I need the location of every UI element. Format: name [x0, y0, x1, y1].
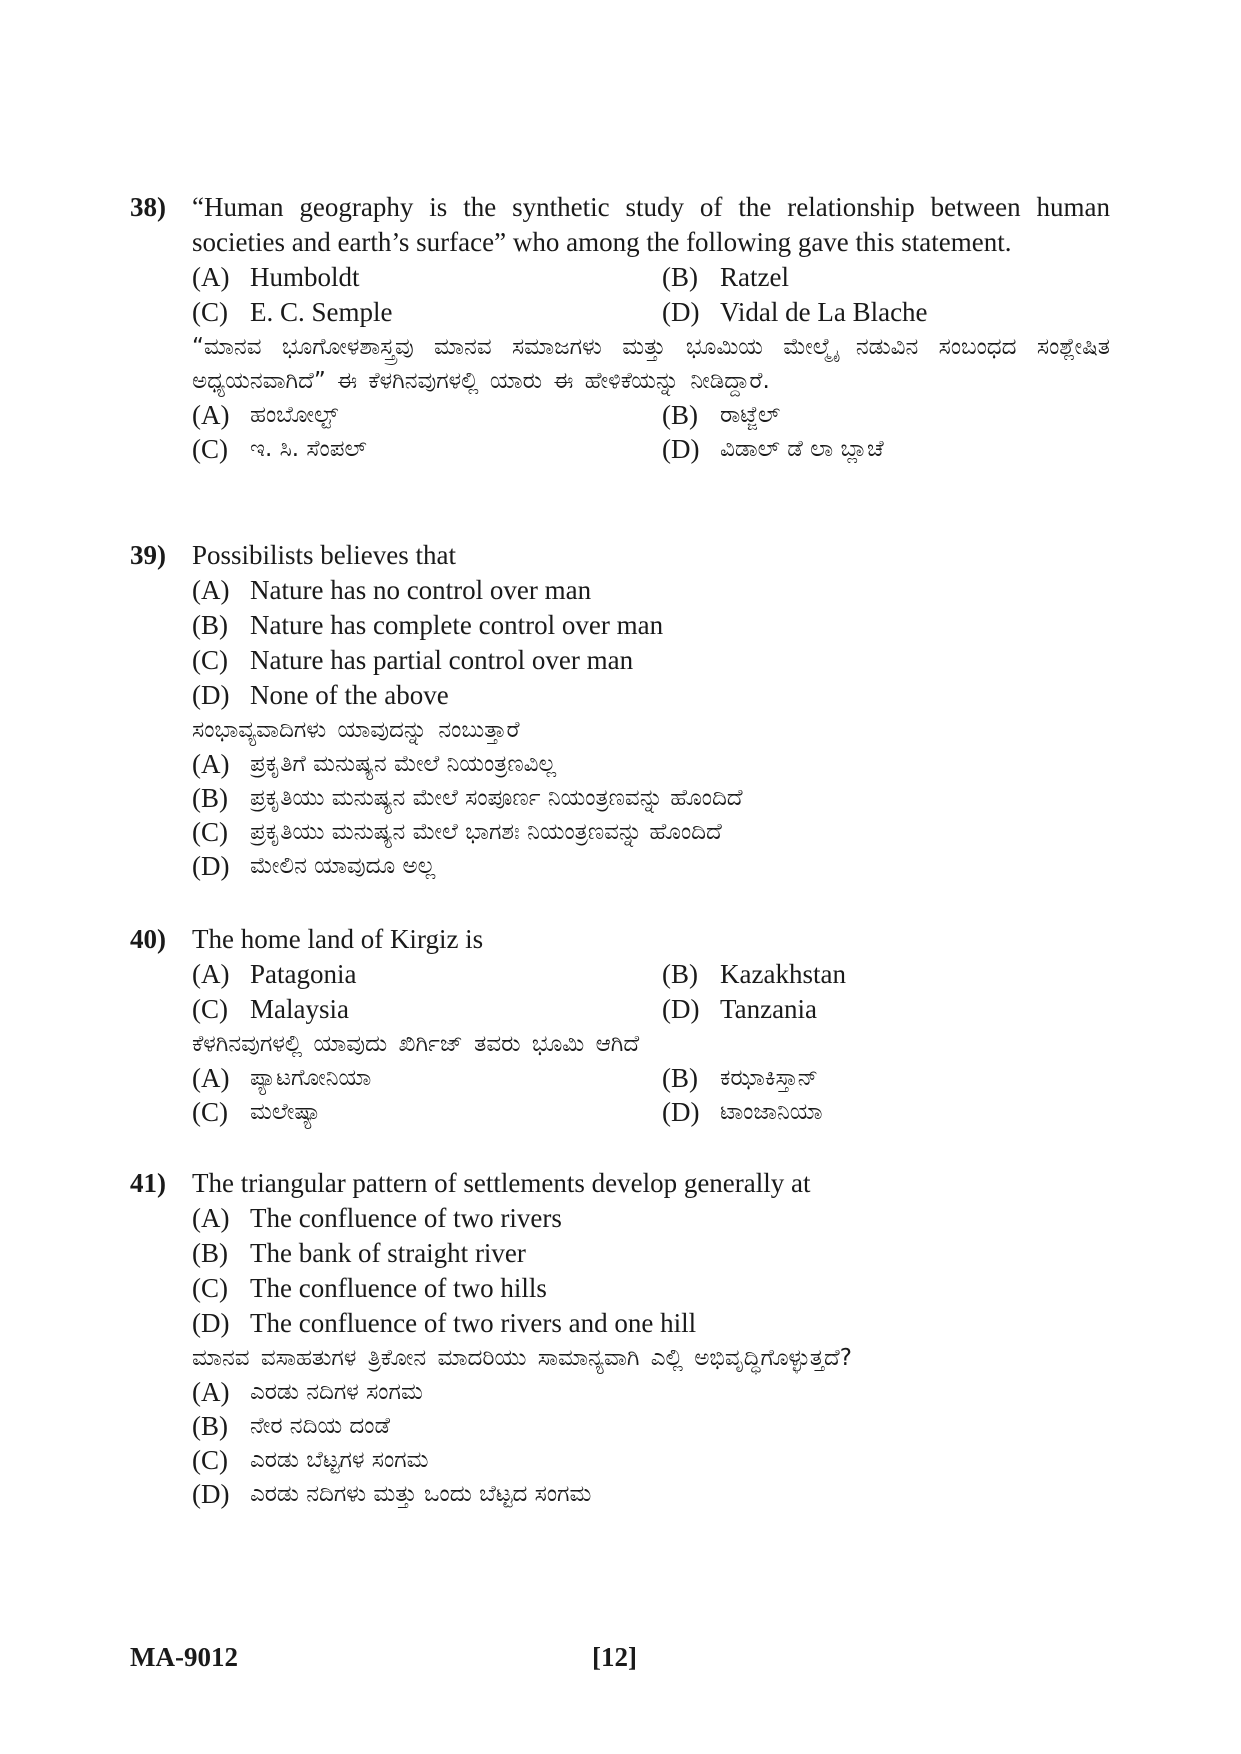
option-label: (A) — [192, 1063, 230, 1093]
option-label: (C) — [192, 994, 228, 1024]
option-text: ಮೇಲಿನ ಯಾವುದೂ ಅಲ್ಲ — [250, 853, 436, 879]
option-text: ಎರಡು ನದಿಗಳ ಸಂಗಮ — [250, 1379, 423, 1405]
option-text: ಪ್ರಕೃತಿಗೆ ಮನುಷ್ಯನ ಮೇಲೆ ನಿಯಂತ್ರಣವಿಲ್ಲ — [250, 751, 557, 777]
option-label: (D) — [192, 1308, 230, 1338]
option-c-en — [192, 643, 1102, 678]
question-39 — [130, 538, 1110, 883]
option-text: Patagonia — [250, 959, 357, 989]
option-a-en — [192, 957, 662, 992]
options-en — [192, 1201, 1110, 1341]
option-c-en — [192, 992, 662, 1027]
option-d-kn — [192, 1477, 1102, 1511]
option-label: (C) — [192, 817, 228, 847]
option-text: ಎರಡು ನದಿಗಳು ಮತ್ತು ಒಂದು ಬೆಟ್ಟದ ಸಂಗಮ — [250, 1481, 592, 1507]
option-d-en — [192, 678, 1102, 713]
question-text-en: Possibilists believes that — [192, 540, 457, 570]
option-text: Nature has partial control over man — [250, 645, 634, 675]
option-label: (D) — [192, 851, 230, 881]
option-text: Ratzel — [720, 262, 789, 292]
question-text-kn: “ಮಾನವ ಭೂಗೋಳಶಾಸ್ತ್ರವು ಮಾನವ ಸಮಾಜಗಳು ಮತ್ತು ಭೂಮಿಯ ಮೇಲ್ಮೈ ನಡುವಿನ ಸಂಬಂಧದ ಸಂಶ್ಲೇಷಿತ ಅಧ್ಯಯನವಾಗಿದೆ” ಈ ಕೆಳಗಿನವುಗಳಲ್ಲಿ ಯಾರು ಈ ಹೇಳಿಕೆಯನ್ನು ನೀಡಿದ್ದಾರೆ. — [192, 334, 1110, 394]
question-text-kn: ಮಾನವ ವಸಾಹತುಗಳ ತ್ರಿಕೋನ ಮಾದರಿಯು ಸಾಮಾನ್ಯವಾಗಿ ಎಲ್ಲಿ ಅಭಿವೃದ್ಧಿಗೊಳ್ಳುತ್ತದೆ? — [192, 1345, 852, 1371]
question-stem-en — [130, 1166, 1110, 1201]
option-text: ಕಝಾಕಿಸ್ತಾನ್ — [720, 1065, 819, 1091]
option-d-en — [662, 992, 1102, 1027]
option-c-kn — [192, 815, 1102, 849]
option-label: (C) — [192, 1445, 228, 1475]
option-d-en — [192, 1306, 1102, 1341]
option-label: (D) — [662, 434, 700, 464]
option-text: The confluence of two hills — [250, 1273, 547, 1303]
option-text: ಪ್ಯಾಟಗೋನಿಯಾ — [250, 1065, 372, 1091]
option-d-en — [662, 295, 1102, 330]
option-label: (B) — [662, 959, 698, 989]
option-text: Nature has no control over man — [250, 575, 592, 605]
option-a-kn — [192, 747, 1102, 781]
question-number: 41) — [130, 1168, 166, 1198]
options-en — [192, 260, 1110, 330]
option-label: (D) — [662, 297, 700, 327]
option-label: (D) — [662, 1097, 700, 1127]
option-label: (D) — [192, 680, 230, 710]
question-stem-en — [130, 190, 1110, 260]
option-text: ಪ್ರಕೃತಿಯು ಮನುಷ್ಯನ ಮೇಲೆ ಭಾಗಶಃ ನಿಯಂತ್ರಣವನ್ನು ಹೊಂದಿದೆ — [250, 819, 722, 845]
option-a-en — [192, 573, 1102, 608]
options-en — [192, 573, 1110, 713]
option-label: (D) — [662, 994, 700, 1024]
option-label: (C) — [192, 1097, 228, 1127]
option-text: The confluence of two rivers — [250, 1203, 562, 1233]
option-text: ಪ್ರಕೃತಿಯು ಮನುಷ್ಯನ ಮೇಲೆ ಸಂಪೂರ್ಣ ನಿಯಂತ್ರಣವನ್ನು ಹೊಂದಿದೆ — [250, 785, 743, 811]
option-b-en — [662, 260, 1102, 295]
option-text: ಇ. ಸಿ. ಸೆಂಪಲ್ — [250, 436, 367, 462]
question-text-en: The home land of Kirgiz is — [192, 924, 484, 954]
option-label: (A) — [192, 1377, 230, 1407]
option-text: Humboldt — [250, 262, 360, 292]
options-kn — [192, 398, 1110, 466]
option-label: (B) — [192, 1238, 228, 1268]
option-text: The bank of straight river — [250, 1238, 526, 1268]
option-text: ಮಲೇಷ್ಯಾ — [250, 1099, 322, 1125]
options-kn — [192, 1375, 1110, 1511]
option-d-kn — [662, 1095, 1102, 1129]
option-c-kn — [192, 1443, 1102, 1477]
option-d-kn — [192, 849, 1102, 883]
option-text: E. C. Semple — [250, 297, 393, 327]
option-label: (A) — [192, 575, 230, 605]
option-c-en — [192, 295, 662, 330]
option-a-en — [192, 1201, 1102, 1236]
question-number: 38) — [130, 192, 166, 222]
option-a-kn — [192, 1061, 662, 1095]
option-text: Kazakhstan — [720, 959, 846, 989]
option-b-en — [662, 957, 1102, 992]
question-text-en: The triangular pattern of settlements develop generally at — [192, 1168, 811, 1198]
option-label: (C) — [192, 645, 228, 675]
page-number: [12] — [592, 1642, 637, 1672]
option-label: (A) — [192, 1203, 230, 1233]
option-b-en — [192, 1236, 1102, 1271]
option-a-kn — [192, 1375, 1102, 1409]
option-label: (B) — [662, 400, 698, 430]
option-text: None of the above — [250, 680, 449, 710]
option-text: The confluence of two rivers and one hill — [250, 1308, 697, 1338]
option-label: (B) — [662, 1063, 698, 1093]
question-text-en: “Human geography is the synthetic study of the relationship between human societies and earth’s surface” who among the following gave this statement. — [192, 192, 1110, 257]
option-label: (B) — [192, 610, 228, 640]
option-text: ವಿಡಾಲ್ ಡೆ ಲಾ ಬ್ಲಾಚೆ — [720, 436, 884, 462]
option-label: (C) — [192, 297, 228, 327]
question-stem-en — [130, 538, 1110, 573]
option-label: (A) — [192, 400, 230, 430]
option-label: (A) — [192, 749, 230, 779]
option-b-en — [192, 608, 1102, 643]
option-b-kn — [662, 398, 1102, 432]
question-38 — [130, 190, 1110, 466]
option-text: ನೇರ ನದಿಯ ದಂಡೆ — [250, 1413, 391, 1439]
question-number: 40) — [130, 924, 166, 954]
option-text: Vidal de La Blache — [720, 297, 928, 327]
option-label: (B) — [662, 262, 698, 292]
question-40 — [130, 922, 1110, 1129]
option-c-kn — [192, 432, 662, 466]
option-b-kn — [192, 1409, 1102, 1443]
option-label: (D) — [192, 1479, 230, 1509]
question-41 — [130, 1166, 1110, 1511]
options-kn — [192, 747, 1110, 883]
option-label: (B) — [192, 1411, 228, 1441]
option-text: Tanzania — [720, 994, 818, 1024]
option-label: (C) — [192, 434, 228, 464]
option-text: ಹಂಬೋಲ್ಟ್ — [250, 402, 339, 428]
option-c-en — [192, 1271, 1102, 1306]
question-text-kn: ಕೆಳಗಿನವುಗಳಲ್ಲಿ ಯಾವುದು ಖಿರ್ಗಿಜ್ ತವರು ಭೂಮಿ ಆಗಿದೆ — [192, 1031, 640, 1057]
option-text: ಟಾಂಜಾನಿಯಾ — [720, 1099, 823, 1125]
option-label: (A) — [192, 959, 230, 989]
option-b-kn — [662, 1061, 1102, 1095]
option-text: ಎರಡು ಬೆಟ್ಟಗಳ ಸಂಗಮ — [250, 1447, 429, 1473]
option-a-kn — [192, 398, 662, 432]
option-text: Nature has complete control over man — [250, 610, 664, 640]
option-a-en — [192, 260, 662, 295]
options-en — [192, 957, 1110, 1027]
paper-code: MA-9012 — [130, 1642, 238, 1672]
option-label: (C) — [192, 1273, 228, 1303]
question-text-kn: ಸಂಭಾವ್ಯವಾದಿಗಳು ಯಾವುದನ್ನು ನಂಬುತ್ತಾರೆ — [192, 717, 520, 743]
option-text: Malaysia — [250, 994, 349, 1024]
option-text: ರಾಟ್ಜೆಲ್ — [720, 402, 781, 428]
option-c-kn — [192, 1095, 662, 1129]
options-kn — [192, 1061, 1110, 1129]
option-d-kn — [662, 432, 1102, 466]
option-b-kn — [192, 781, 1102, 815]
question-number: 39) — [130, 540, 166, 570]
question-stem-en — [130, 922, 1110, 957]
option-label: (B) — [192, 783, 228, 813]
option-label: (A) — [192, 262, 230, 292]
